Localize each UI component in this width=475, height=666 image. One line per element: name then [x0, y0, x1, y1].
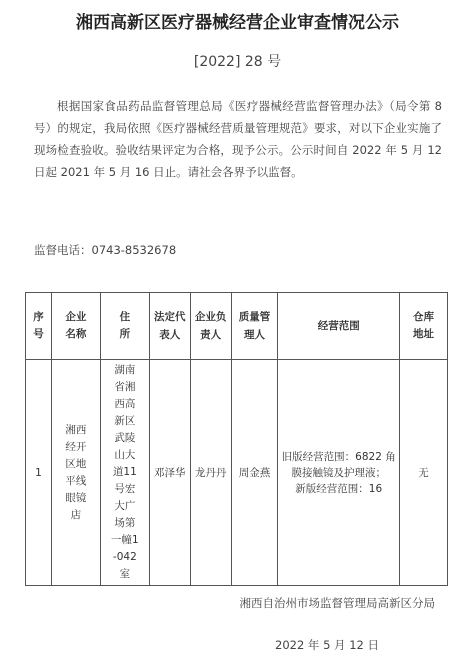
header-legal-rep: 法定代表人 [149, 293, 190, 360]
issue-date: 2022 年 5 月 12 日 [275, 638, 379, 652]
table-header-row [26, 293, 448, 360]
header-scope: 经营范围 [278, 293, 400, 360]
header-warehouse: 仓库地址 [400, 293, 448, 360]
scope-old: 旧版经营范围：6822 角膜接触镜及护理液； [281, 450, 396, 479]
cell-scope [278, 360, 400, 586]
cell-warehouse: 无 [400, 360, 448, 586]
scope-new: 新版经营范围：16 [295, 482, 383, 495]
company-table [25, 292, 448, 586]
cell-legal-rep: 邓泽华 [149, 360, 190, 586]
cell-principal: 龙丹丹 [190, 360, 231, 586]
supervision-hotline: 监督电话：0743-8532678 [34, 243, 177, 257]
issuing-authority: 湘西自治州市场监督管理局高新区分局 [239, 596, 435, 610]
page-title: 湘西高新区医疗器械经营企业审查情况公示 [76, 13, 399, 33]
cell-quality-mgr: 周金燕 [231, 360, 278, 586]
cell-address: 湖南省湘西高新区武陵山大道11号宏大广场第一幢1-042室 [100, 360, 149, 586]
header-principal: 企业负责人 [190, 293, 231, 360]
body-paragraph: 根据国家食品药品监督管理总局《医疗器械经营监督管理办法》（局令第 8 号）的规定，我局依照《医疗器械经营质量管理规范》要求，对以下企业实施了现场检查验收。验收结果评定为合格，现予公示。公示时间自 2022 年 5 月 12 日起 2021 年 5 月 16 日止。请社会各界予以监督。 [34, 99, 442, 179]
cell-company: 湘西经开区地平线眼镜店 [51, 360, 100, 586]
header-seq: 序号 [26, 293, 52, 360]
header-quality-mgr: 质量管理人 [231, 293, 278, 360]
table-row [26, 360, 448, 586]
document-number: [2022] 28 号 [193, 54, 282, 70]
header-address: 住所 [100, 293, 149, 360]
header-company: 企业名称 [51, 293, 100, 360]
cell-seq: 1 [26, 360, 52, 586]
